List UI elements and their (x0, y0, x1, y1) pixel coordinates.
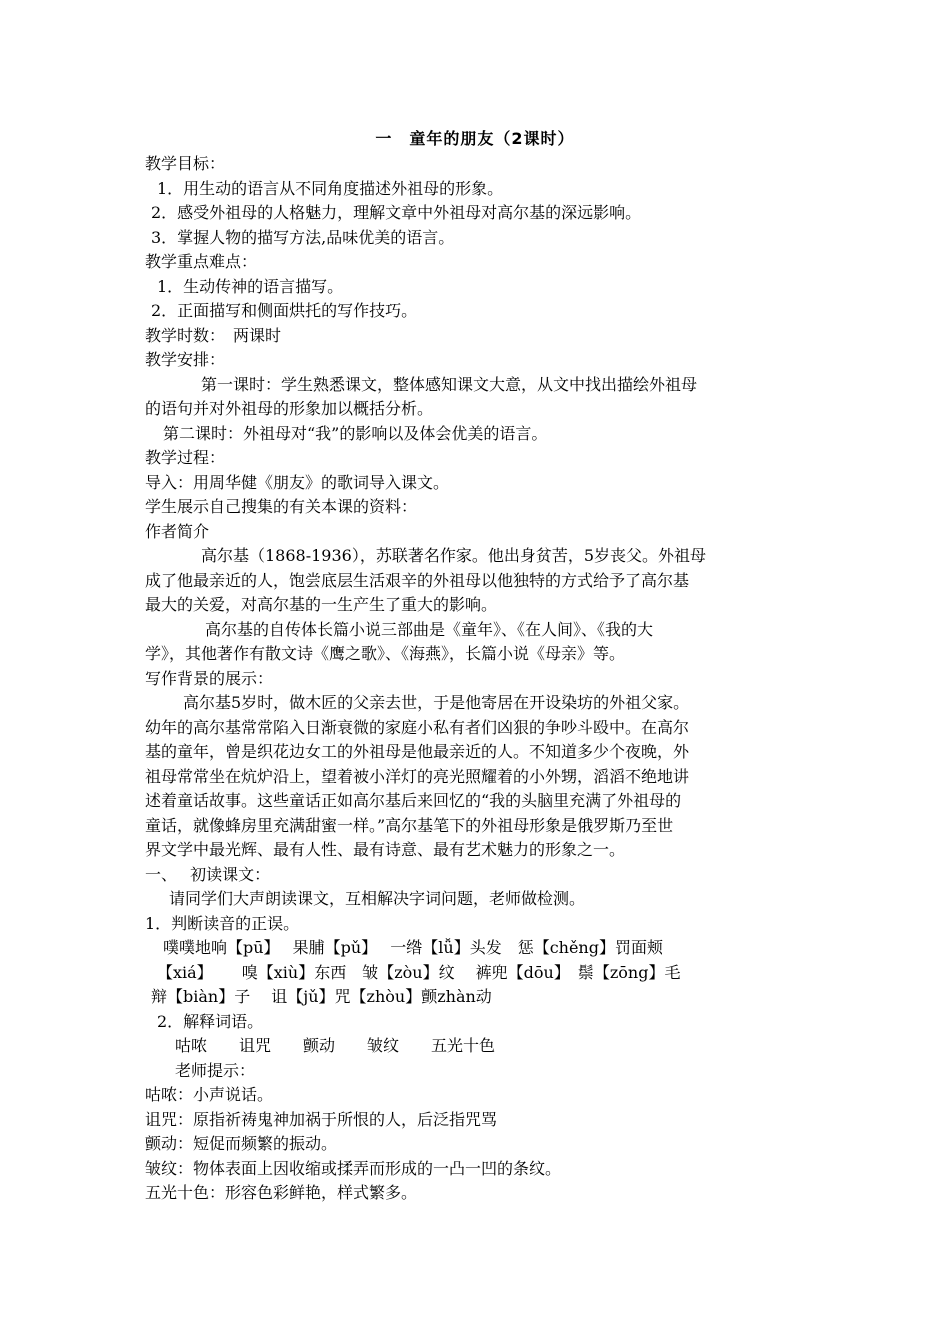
paragraph-line: 最大的关爱，对高尔基的一生产生了重大的影响。 (145, 595, 498, 614)
definition-line: 皱纹：物体表面上因收缩或揉弄而形成的一凸一凹的条纹。 (145, 1158, 562, 1178)
intro-line: 导入：用周华健《朋友》的歌词导入课文。 (145, 472, 450, 492)
heading-schedule: 教学安排： (145, 350, 226, 369)
paragraph-line: 高尔基5岁时，做木匠的父亲去世，于是他寄居在开设染坊的外祖父家。 (183, 693, 690, 712)
objective-item: 2．感受外祖母的人格魅力，理解文章中外祖母对高尔基的深远影响。 (151, 203, 642, 222)
exercise-heading: 2．解释词语。 (157, 1011, 264, 1031)
vocabulary-line: 咕哝 诅咒 颤动 皱纹 五光十色 (175, 1036, 496, 1055)
definition-line: 五光十色：形容色彩鲜艳，样式繁多。 (145, 1183, 418, 1202)
heading-objectives: 教学目标： (145, 154, 226, 173)
heading-process: 教学过程： (145, 448, 226, 467)
definition-line: 咕哝：小声说话。 (145, 1085, 274, 1104)
paragraph-line: 高尔基的自传体长篇小说三部曲是《童年》、《在人间》、《我的大 (205, 619, 654, 639)
pronunciation-line: 噗噗地响【pū】 果脯【pǔ】 一绺【lǚ】头发 惩【chěng】罚面颊 (163, 938, 663, 957)
paragraph-line: 幼年的高尔基常常陷入日渐衰微的家庭小私有者们凶狠的争吵斗殴中。在高尔 (145, 717, 690, 737)
paragraph-line: 请同学们大声朗读课文，互相解决字词问题，老师做检测。 (169, 889, 586, 908)
paragraph-line: 基的童年，曾是织花边女工的外祖母是他最亲近的人。不知道多少个夜晚，外 (145, 742, 690, 761)
paragraph-line: 高尔基（1868-1936），苏联著名作家。他出身贫苦，5岁丧父。外祖母 (201, 546, 707, 565)
exercise-heading: 1．判断读音的正误。 (145, 913, 300, 933)
definition-line: 诅咒：原指祈祷鬼神加祸于所恨的人，后泛指咒骂 (145, 1109, 498, 1129)
student-materials-line: 学生展示自己搜集的有关本课的资料： (145, 497, 418, 516)
paragraph-line: 第二课时：外祖母对“我”的影响以及体会优美的语言。 (163, 423, 548, 443)
heading-first-reading: 一、 初读课文： (145, 864, 271, 884)
teacher-hint-heading: 老师提示： (175, 1060, 256, 1080)
teaching-hours: 教学时数： 两课时 (145, 325, 282, 345)
paragraph-line: 第一课时：学生熟悉课文，整体感知课文大意，从文中找出描绘外祖母 (201, 374, 698, 394)
paragraph-line: 成了他最亲近的人，饱尝底层生活艰辛的外祖母以他独特的方式给予了高尔基 (145, 570, 690, 590)
paragraph-line: 童话，就像蜂房里充满甜蜜一样。”高尔基笔下的外祖母形象是俄罗斯乃至世 (145, 815, 674, 835)
document-body (145, 152, 810, 1206)
key-point-item: 2．正面描写和侧面烘托的写作技巧。 (151, 301, 418, 320)
paragraph-line: 界文学中最光辉、最有人性、最有诗意、最有艺术魅力的形象之一。 (145, 840, 626, 859)
lesson-title: 一 童年的朋友（2课时） (375, 129, 575, 148)
objective-item: 1．用生动的语言从不同角度描述外祖母的形象。 (157, 178, 504, 198)
heading-background: 写作背景的展示： (145, 668, 274, 688)
heading-author: 作者简介 (145, 521, 210, 541)
definition-line: 颤动：短促而频繁的振动。 (145, 1134, 338, 1153)
paragraph-line: 述着童话故事。这些童话正如高尔基后来回忆的“我的头脑里充满了外祖母的 (145, 791, 682, 810)
paragraph-line: 祖母常常坐在炕炉沿上，望着被小洋灯的亮光照耀着的小外甥，滔滔不绝地讲 (145, 766, 690, 786)
pronunciation-line: 【xiá】 嗅【xiù】东西 皱【zòu】纹 裤兜【dōu】 鬃【zōng】毛 (157, 962, 681, 982)
objective-item: 3．掌握人物的描写方法,品味优美的语言。 (151, 227, 455, 247)
pronunciation-line: 辩【biàn】子 诅【jǔ】咒【zhòu】颤zhàn动 (151, 987, 492, 1006)
paragraph-line: 的语句并对外祖母的形象加以概括分析。 (145, 399, 434, 418)
key-point-item: 1．生动传神的语言描写。 (157, 276, 344, 296)
paragraph-line: 学》，其他著作有散文诗《鹰之歌》、《海燕》，长篇小说《母亲》等。 (145, 644, 626, 663)
heading-key-points: 教学重点难点： (145, 252, 258, 271)
